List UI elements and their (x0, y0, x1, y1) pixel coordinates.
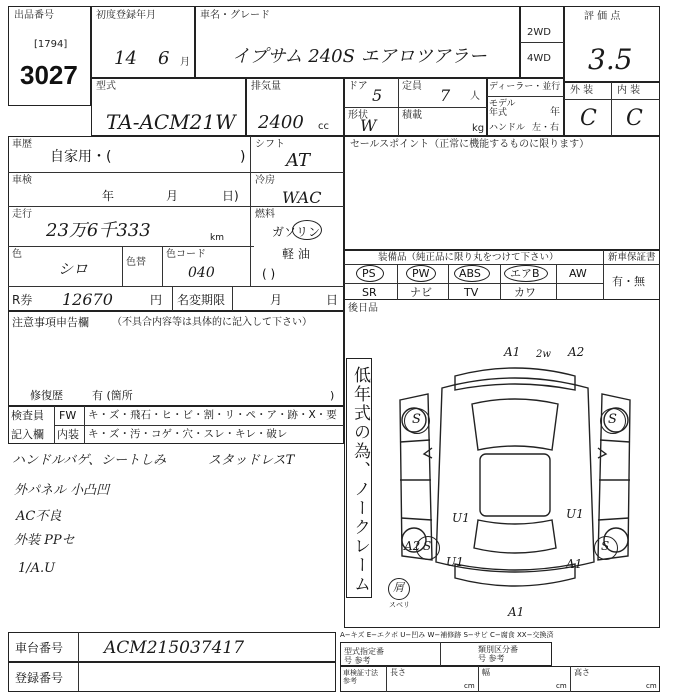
caution-sub: （不具合内容等は具体的に記入して下さい） (112, 317, 312, 328)
damage-mark: U1 (446, 555, 464, 569)
ext-grade: C (580, 106, 597, 131)
dim-length-cm: cm (464, 682, 475, 690)
grade-label: 評 価 点 (584, 11, 621, 22)
caution-label: 注意事項申告欄 (12, 316, 89, 329)
disp-value: 2400 (258, 112, 304, 133)
interior-items: キ・ズ・汚・コゲ・穴・スレ・キレ・破レ (88, 428, 288, 440)
dim-label: 車検証寸法 参考 (343, 669, 378, 685)
cap-label: 定員 (402, 81, 422, 92)
handwritten-note: 外装 PPセ (14, 533, 75, 548)
recycle-value: 12670 (62, 290, 113, 309)
ref-label: 型式指定番号 参考 (344, 647, 384, 665)
shape-label: 形状 (348, 110, 368, 121)
damage-mark: U1 (566, 507, 584, 521)
car-diagram (380, 350, 650, 610)
reg-month: 6 (158, 48, 170, 69)
drive-2wd: 2WD (527, 27, 551, 38)
handle-options: 左・右 (532, 123, 560, 133)
use-close: ) (240, 149, 246, 165)
fuel-diesel: 軽 油 (282, 247, 310, 261)
chassis-label: 車台番号 (15, 641, 64, 655)
color-label: 色 (12, 249, 22, 260)
equip-pw: PW (412, 267, 430, 280)
dim-width: 幅 (482, 668, 490, 677)
use-value: 自家用・( (50, 149, 112, 165)
ac-label: 冷房 (255, 175, 275, 186)
equip-airbag-circle (504, 265, 548, 282)
color-code-value: 040 (188, 265, 215, 281)
inspector-label: 検査員 (11, 409, 44, 422)
drive-4wd: 4WD (527, 53, 551, 64)
lot-label: 出品番号 (14, 10, 54, 21)
damage-mark: スベリ (389, 601, 410, 609)
handwritten-note: 外パネル 小凸凹 (14, 483, 110, 498)
damage-mark: S (608, 412, 617, 427)
equip-leather: カワ (514, 286, 536, 299)
damage-mark: S (412, 412, 421, 427)
equip-tv: TV (464, 286, 479, 299)
color-code-label: 色コード (166, 249, 206, 260)
handwritten-note: 1/A.U (18, 561, 56, 576)
name-label: 車名・グレード (200, 10, 270, 21)
dim-height: 高さ (574, 668, 590, 677)
damage-mark: A1 (508, 605, 525, 619)
equip-pw-circle (406, 265, 436, 282)
damage-mark: S (423, 539, 432, 553)
cap-person: 人 (470, 91, 480, 102)
damage-mark: 屑 (393, 581, 404, 594)
equip-abs-circle (454, 265, 490, 282)
equip-aw: AW (569, 267, 587, 280)
warranty-label: 新車保証書 (608, 252, 656, 263)
grade-value: 3.5 (588, 43, 633, 76)
interior-label: 内装 (57, 428, 79, 441)
fuel-gas: ガソリン (272, 225, 321, 239)
title-change-month: 月 (270, 293, 283, 307)
lot-box (8, 6, 91, 106)
shape-value: W (360, 116, 377, 135)
sales-label: セールスポイント（正常に機能するものに限ります） (350, 139, 590, 150)
handwritten-note: ハンドルバゲ、シートしみ (12, 453, 167, 468)
ac-value: WAC (282, 188, 322, 207)
handle-label: ハンドル (489, 123, 526, 133)
inspect-day: 日) (222, 189, 239, 203)
cat-label: 類別区分番号 参考 (478, 645, 518, 663)
recycle-label: R券 (12, 293, 33, 307)
handwritten-note: AC不良 (16, 509, 62, 524)
model-value: TA-ACM21W (106, 110, 236, 134)
entry-label: 記入欄 (11, 428, 44, 441)
fuel-other: ( ) (262, 267, 276, 281)
sales-box (344, 136, 660, 250)
model-year-label: モデル 年式 (489, 99, 516, 118)
equip-ps: PS (362, 267, 376, 280)
inspect-label: 車検 (12, 175, 32, 186)
damage-legend: A−キズ E−エクボ U−凹み W−補修跡 S−サビ C−腐食 XX−交換済 (340, 631, 554, 639)
title-change-day: 日 (326, 293, 339, 307)
aftermarket-label: 後日品 (348, 303, 378, 314)
damage-mark: A1 (566, 557, 583, 571)
mileage-label: 走行 (12, 209, 32, 220)
equip-sr: SR (362, 286, 377, 299)
model-year-unit: 年 (550, 107, 560, 118)
shift-label: シフト (255, 139, 285, 150)
color-change-label: 色替 (126, 257, 146, 268)
damage-mark: 2w (536, 349, 551, 360)
use-label: 車歴 (12, 139, 32, 150)
recycle-yen: 円 (150, 293, 163, 307)
reg-no-label: 登録番号 (15, 671, 64, 685)
cap-value: 7 (440, 86, 451, 105)
fw-label: FW (59, 409, 77, 422)
chassis-value: ACM215037417 (104, 638, 245, 658)
fuel-label: 燃料 (255, 209, 275, 220)
load-label: 積載 (402, 110, 422, 121)
damage-mark: A1 (504, 345, 521, 359)
disclaimer-text: 低年式の為、ノークレーム (350, 366, 370, 594)
mileage-km: km (210, 233, 224, 243)
inspect-year: 年 (102, 189, 115, 203)
repair-value: 有 (箇所 (92, 389, 133, 402)
dealer-label: ディーラー・並行 (489, 82, 561, 92)
mileage-value: 23万6千333 (46, 220, 151, 241)
lot-sub: [1794] (34, 39, 68, 50)
reg-month-unit: 月 (180, 57, 190, 68)
damage-mark: S (601, 539, 610, 553)
repair-close: ) (330, 389, 335, 402)
color-value: シロ (58, 260, 89, 278)
dim-length: 長さ (390, 668, 406, 677)
damage-mark: A2 (404, 539, 421, 553)
int-label: 内 装 (617, 85, 641, 96)
equip-ps-circle (356, 265, 384, 282)
equip-label: 装備品（純正品に限り丸をつけて下さい） (378, 252, 559, 263)
damage-mark: A2 (568, 345, 585, 359)
dim-width-cm: cm (556, 682, 567, 690)
load-kg: kg (472, 123, 485, 134)
shift-value: AT (286, 150, 311, 171)
ext-label: 外 装 (570, 85, 594, 96)
dim-box (340, 666, 660, 692)
equip-abs: ABS (459, 267, 481, 280)
repair-label: 修復歴 (30, 389, 63, 402)
disp-label: 排気量 (251, 81, 281, 92)
warranty-value: 有・無 (612, 275, 645, 288)
disp-cc: cc (318, 121, 329, 132)
int-grade: C (626, 106, 643, 131)
equip-airbag: エアB (510, 267, 540, 280)
dim-height-cm: cm (646, 682, 657, 690)
car-name: イプサム 240S エアロツアラー (232, 46, 487, 67)
door-value: 5 (372, 86, 383, 105)
inspect-month: 月 (166, 189, 179, 203)
door-label: ドア (348, 81, 368, 92)
model-label: 型式 (96, 81, 116, 92)
reg-label: 初度登録年月 (96, 10, 156, 21)
lot-number: 3027 (20, 60, 78, 90)
fw-items: キ・ズ・飛石・ヒ・ビ・割・リ・ペ・ア・跡・X・要 (88, 409, 337, 421)
handwritten-note: スタッドレスT (208, 453, 295, 468)
fuel-gas-circle (292, 220, 322, 240)
damage-mark: U1 (452, 511, 470, 525)
reg-year: 14 (114, 48, 137, 69)
title-change-label: 名変期限 (177, 293, 226, 307)
equip-navi: ナビ (410, 286, 432, 299)
